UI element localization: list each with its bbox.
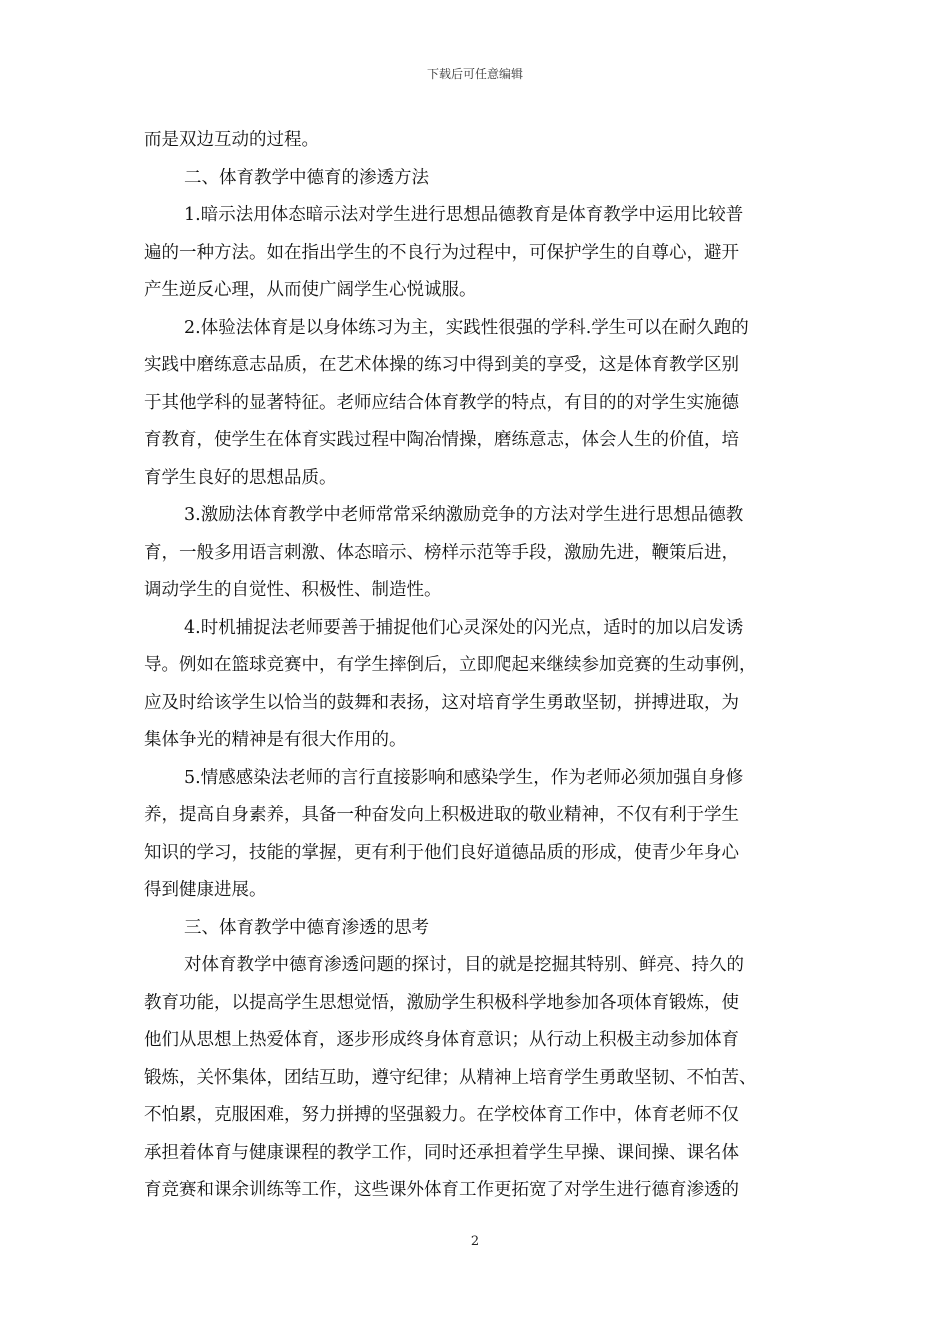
text-line: 养，提高自身素养，具备一种奋发向上积极进取的敬业精神，不仅有利于学生 [144, 805, 739, 825]
section-heading: 二、体育教学中德育的渗透方法 [184, 167, 429, 188]
text-line: 育教育，使学生在体育实践过程中陶冶情操，磨练意志，体会人生的价值，培 [144, 430, 739, 450]
text-line: 集体争光的精神是有很大作用的。 [144, 730, 407, 750]
text-line: 导。例如在篮球竞赛中，有学生摔倒后，立即爬起来继续参加竞赛的生动事例， [144, 655, 757, 675]
text-line: 育竞赛和课余训练等工作，这些课外体育工作更拓宽了对学生进行德育渗透的 [144, 1180, 739, 1200]
text-line: 对体育教学中德育渗透问题的探讨，目的就是挖掘其特别、鲜亮、持久的 [184, 955, 744, 975]
text-line: 育学生良好的思想品质。 [144, 467, 337, 488]
text-line: 调动学生的自觉性、积极性、制造性。 [144, 580, 442, 600]
text-line: 育，一般多用语言刺激、体态暗示、榜样示范等手段，激励先进，鞭策后进， [144, 542, 739, 563]
text-line: 3.激励法体育教学中老师常常采纳激励竞争的方法对学生进行思想品德教 [184, 505, 744, 525]
text-line: 5.情感感染法老师的言行直接影响和感染学生，作为老师必须加强自身修 [184, 767, 744, 788]
text-line: 遍的一种方法。如在指出学生的不良行为过程中，可保护学生的自尊心，避开 [144, 242, 739, 263]
section-heading: 三、体育教学中德育渗透的思考 [184, 917, 429, 938]
text-line: 承担着体育与健康课程的教学工作，同时还承担着学生早操、课间操、课名体 [144, 1142, 739, 1163]
text-line: 得到健康进展。 [144, 880, 267, 900]
text-line: 实践中磨练意志品质，在艺术体操的练习中得到美的享受，这是体育教学区别 [144, 355, 739, 375]
page-header: 下载后可任意编辑 [426, 67, 523, 81]
text-line: 产生逆反心理，从而使广阔学生心悦诚服。 [144, 280, 477, 300]
page-number: 2 [470, 1234, 480, 1249]
document-body [144, 122, 808, 1210]
text-line: 不怕累，克服困难，努力拼搏的坚强毅力。在学校体育工作中，体育老师不仅 [144, 1105, 739, 1125]
text-line: 锻炼，关怀集体，团结互助，遵守纪律；从精神上培育学生勇敢坚韧、不怕苦、 [144, 1067, 757, 1088]
text-line: 他们从思想上热爱体育，逐步形成终身体育意识；从行动上积极主动参加体育 [144, 1030, 739, 1050]
text-line: 于其他学科的显著特征。老师应结合体育教学的特点，有目的的对学生实施德 [144, 392, 739, 413]
text-line: 4.时机捕捉法老师要善于捕捉他们心灵深处的闪光点，适时的加以启发诱 [184, 617, 744, 638]
text-line: 应及时给该学生以恰当的鼓舞和表扬，这对培育学生勇敢坚韧，拼搏进取，为 [144, 692, 739, 713]
text-line: 教育功能，以提高学生思想觉悟，激励学生积极科学地参加各项体育锻炼，使 [144, 992, 739, 1013]
text-line: 2.体验法体育是以身体练习为主，实践性很强的学科.学生可以在耐久跑的 [184, 317, 749, 338]
text-line: 而是双边互动的过程。 [144, 130, 319, 150]
text-line: 知识的学习，技能的掌握，更有利于他们良好道德品质的形成，使青少年身心 [144, 842, 739, 863]
text-line: 1.暗示法用体态暗示法对学生进行思想品德教育是体育教学中运用比较普 [184, 205, 744, 225]
